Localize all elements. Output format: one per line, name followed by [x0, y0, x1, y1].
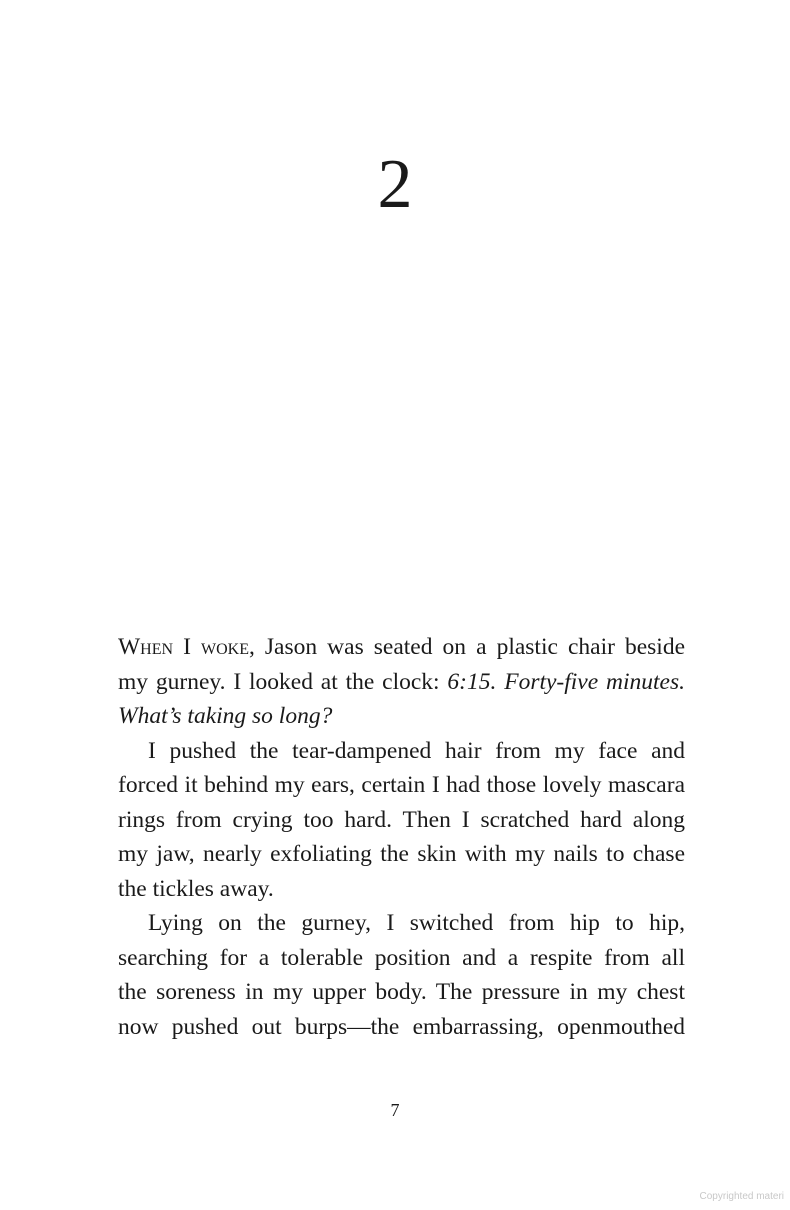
text-line: the soreness in my upper body. The pressure in my chest — [118, 979, 685, 1005]
chapter-number: 2 — [377, 146, 413, 223]
text-line: rings from crying too hard. Then I scratched hard along — [118, 806, 685, 833]
opening-words: When I woke, — [118, 634, 255, 660]
copyright-watermark: Copyrighted materi — [699, 1191, 784, 1202]
page-number: 7 — [390, 1100, 400, 1120]
paragraph-3 — [118, 906, 685, 1044]
text-line — [118, 665, 685, 700]
text-line — [118, 630, 685, 665]
text-line: now pushed out burps—the embarrassing, openmouthed — [118, 1013, 685, 1040]
body-text — [118, 630, 685, 1044]
text-line: forced it behind my ears, certain I had those lovely mascara — [118, 772, 685, 798]
text-line: Lying on the gurney, I switched from hip to hip, — [148, 910, 685, 936]
text-line: searching for a tolerable position and a respite from all — [118, 944, 685, 971]
line-text: Jason was seated on a plastic chair beside — [254, 634, 686, 660]
text-line: my jaw, nearly exfoliating the skin with my nails to chase — [118, 841, 685, 867]
text-line: the tickles away. — [118, 875, 274, 902]
italic-text: 6:15. Forty-five minutes. — [447, 668, 685, 695]
paragraph-1 — [118, 630, 685, 734]
line-text: my gurney. I looked at the clock: — [118, 668, 448, 695]
text-line: I pushed the tear-dampened hair from my face and — [148, 737, 685, 764]
text-line — [118, 699, 685, 734]
italic-text: What’s taking so long? — [118, 703, 333, 729]
paragraph-2 — [118, 734, 685, 907]
